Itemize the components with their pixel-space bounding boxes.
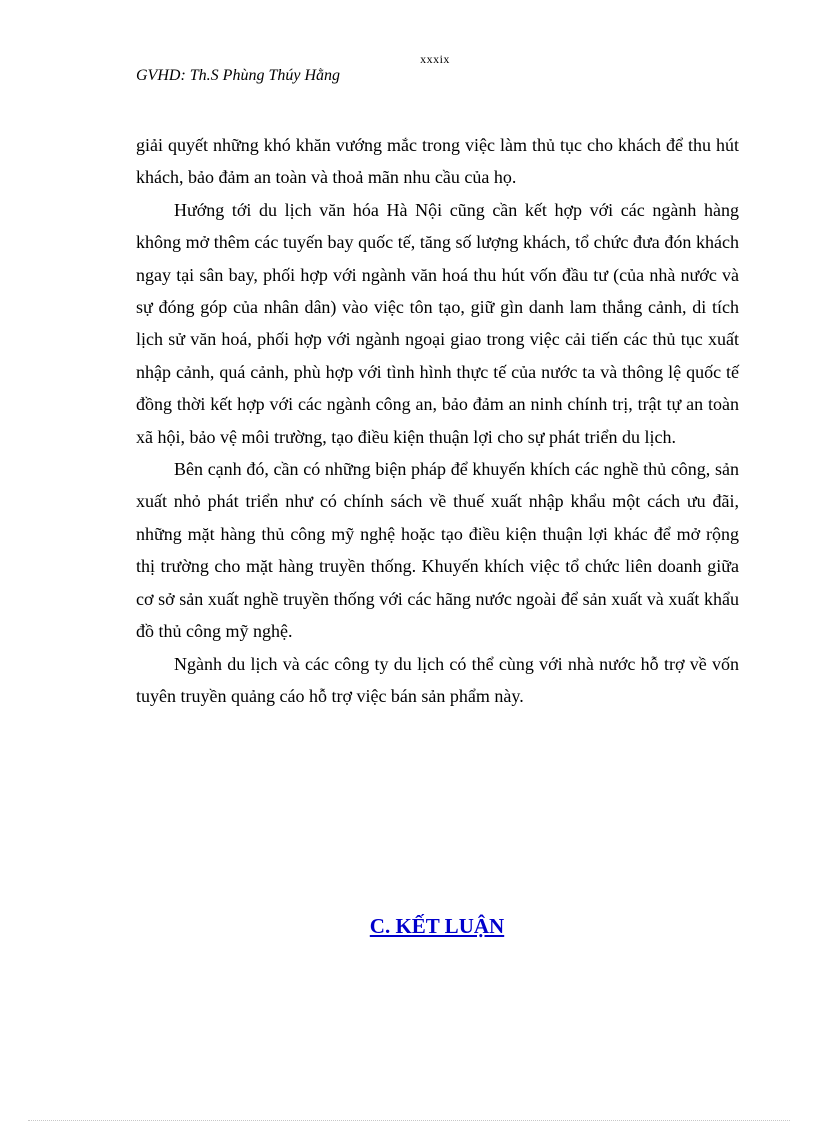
paragraph-4: Ngành du lịch và các công ty du lịch có thể cùng với nhà nước hỗ trợ về vốn tuyên truyền quảng cáo hỗ trợ việc bán sản phẩm này. xyxy=(136,653,739,706)
paragraph-2: Hướng tới du lịch văn hóa Hà Nội cũng cần kết hợp với các ngành hàng không mở thêm các tuyến bay quốc tế, tăng số lượng khách, tổ chức đưa đón khách ngay tại sân bay, phối hợp với ngành văn hoá thu hút vốn đầu tư (của nhà nước và sự đóng góp của nhân dân) vào việc tôn tạo, giữ gìn danh lam thắng cảnh, di tích lịch sử văn hoá, phối hợp với ngành ngoại giao trong việc cải tiến các thủ tục xuất nhập cảnh, quá cảnh, phù hợp với tình hình thực tế của nước ta và thông lệ quốc tế đồng thời kết hợp với các ngành công an, bảo đảm an ninh chính trị, trật tự an toàn xã hội, bảo vệ môi trường, tạo điều kiện thuận lợi cho sự phát triển du lịch. xyxy=(136,199,739,447)
document-body xyxy=(136,129,739,712)
page-number: xxxix xyxy=(420,52,450,66)
section-heading-conclusion[interactable]: C. KẾT LUẬN xyxy=(369,914,505,938)
paragraph-1: giải quyết những khó khăn vướng mắc trong việc làm thủ tục cho khách để thu hút khách, bảo đảm an toàn và thoả mãn nhu cầu của họ. xyxy=(136,135,739,188)
paragraph-3: Bên cạnh đó, cần có những biện pháp để khuyến khích các nghề thủ công, sản xuất nhỏ phát triển như có chính sách về thuế xuất nhập khẩu một cách ưu đãi, những mặt hàng thủ công mỹ nghệ hoặc tạo điều kiện thuận lợi khác để mở rộng thị trường cho mặt hàng truyền thống. Khuyến khích việc tổ chức liên doanh giữa cơ sở sản xuất nghề truyền thống với các hãng nước ngoài để sản xuất và xuất khẩu đồ thủ công mỹ nghệ. xyxy=(136,459,739,642)
page-bottom-divider xyxy=(28,1120,790,1121)
supervisor-header: GVHD: Th.S Phùng Thúy Hằng xyxy=(136,67,340,84)
